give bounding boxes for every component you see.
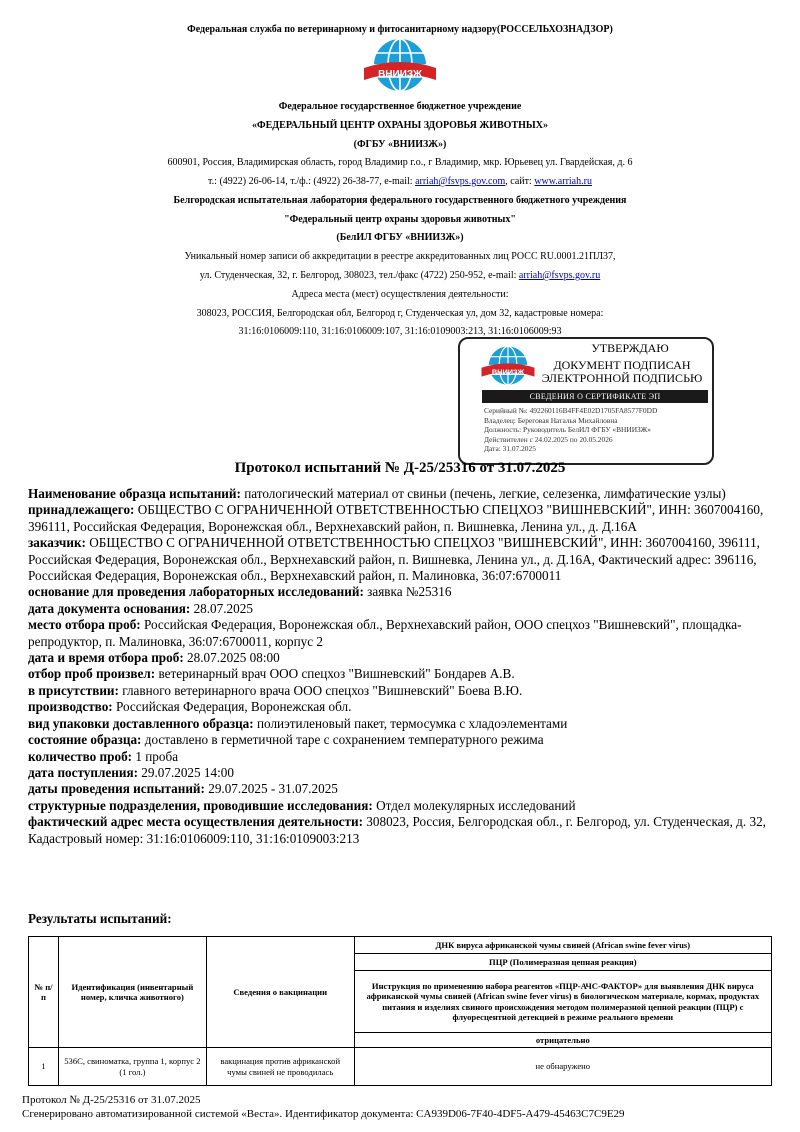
contacts-site-label: , сайт: xyxy=(505,176,535,187)
field-value: 29.07.2025 - 31.07.2025 xyxy=(208,781,338,797)
lab-email-link[interactable]: arriah@fsvps.gov.ru xyxy=(518,270,601,281)
stamp-approve: УТВЕРЖДАЮ xyxy=(591,341,669,355)
stamp-date: Дата: 31.07.2025 xyxy=(484,444,536,454)
institution-contacts xyxy=(0,176,800,188)
field-value: 1 проба xyxy=(135,748,179,764)
field-basis xyxy=(28,584,773,600)
field-sampled-by xyxy=(28,666,773,682)
lab-short-name: (БелИЛ ФГБУ «ВНИИЗЖ») xyxy=(336,232,464,243)
field-label: производство: xyxy=(28,699,113,715)
field-value: Российская Федерация, Воронежская обл. xyxy=(116,699,352,715)
institution-address: 600901, Россия, Владимирская область, город Владимир г.о., г Владимир, мкр. Юрьевец ул. Гвардейская, д. 6 xyxy=(167,157,633,168)
field-packaging xyxy=(28,716,773,732)
accreditation-info: Уникальный номер записи об аккредитации в реестре аккредитованных лиц РОСС RU.0001.21ПЛ37, xyxy=(184,251,616,262)
field-sampling-datetime xyxy=(28,650,773,666)
field-label: место отбора проб: xyxy=(28,617,141,633)
email-link[interactable]: arriah@fsvps.gov.com xyxy=(415,176,506,187)
header-num: № п/п xyxy=(29,937,59,1048)
stamp-cert-details xyxy=(484,406,657,454)
header-instruction: Инструкция по применению набора реагентов «ПЦР-АЧС-ФАКТОР» для выявления ДНК вируса африканской чумы свиней (African swine fever virus) в биологическом материале, кормах, продуктах питания и изделиях свиного происхождения методом полимеразной цепной реакции (ПЦР) с флуоресцентной детекцией в режиме реального времени xyxy=(354,971,771,1033)
lab-name-line-1: Белгородская испытательная лаборатория федерального государственного бюджетного учреждения xyxy=(173,195,627,206)
field-value: полиэтиленовый пакет, термосумка с хладоэлементами xyxy=(256,715,568,731)
field-owner xyxy=(28,502,773,535)
field-in-presence xyxy=(28,683,773,699)
table-row xyxy=(29,1048,772,1086)
field-label: вид упаковки доставленного образца: xyxy=(28,715,254,731)
field-label: основание для проведения лабораторных исследований: xyxy=(28,584,364,600)
header-method: ПЦР (Полимеразная цепная реакция) xyxy=(354,954,771,971)
svg-text:ВНИИЗЖ: ВНИИЗЖ xyxy=(491,367,525,377)
field-label: структурные подразделения, проводившие исследования: xyxy=(28,797,373,813)
header-identification: Идентификация (инвентарный номер, кличка животного) xyxy=(58,937,206,1048)
footer-protocol: Протокол № Д-25/25316 от 31.07.2025 xyxy=(22,1094,201,1106)
field-production xyxy=(28,699,773,715)
vniizzh-logo-icon xyxy=(362,38,438,96)
website-link[interactable]: www.arriah.ru xyxy=(534,176,592,187)
stamp-signed-line-1: ДОКУМЕНТ ПОДПИСАН xyxy=(553,358,691,372)
header-indicator: ДНК вируса африканской чумы свиней (African swine fever virus) xyxy=(354,937,771,954)
field-label: фактический адрес места осуществления деятельности: xyxy=(28,814,363,830)
field-label: дата и время отбора проб: xyxy=(28,650,184,666)
field-sample-count xyxy=(28,749,773,765)
lab-name-line-2: "Федеральный центр охраны здоровья животных" xyxy=(284,214,516,225)
field-label: в присутствии: xyxy=(28,682,119,698)
institution-short-name: (ФГБУ «ВНИИЗЖ») xyxy=(353,139,447,150)
field-value: ветеринарный врач ООО спецхоз "Вишневский" Бондарев А.В. xyxy=(158,666,515,682)
institution-type: Федеральное государственное бюджетное учреждение xyxy=(278,101,522,112)
field-value: патологический материал от свиньи (печень, легкие, селезенка, лимфатические узлы) xyxy=(244,486,726,501)
field-label: заказчик: xyxy=(28,535,86,551)
field-label: количество проб: xyxy=(28,748,133,764)
row-vaccination: вакцинация против африканской чумы свиней не проводилась xyxy=(206,1048,354,1086)
stamp-signed-line-2: ЭЛЕКТРОННОЙ ПОДПИСЬЮ xyxy=(541,371,703,385)
field-value: 29.07.2025 14:00 xyxy=(141,764,234,780)
cadastral-numbers: 31:16:0106009:110, 31:16:0106009:107, 31:16:0109003:213, 31:16:0106009:93 xyxy=(238,326,562,337)
field-value: доставлено в герметичной таре с сохранением температурного режима xyxy=(144,732,544,748)
stamp-position: Должность: Руководитель БелИЛ ФГБУ «ВНИИЗЖ» xyxy=(484,425,651,435)
field-value: ОБЩЕСТВО С ОГРАНИЧЕННОЙ ОТВЕТСТВЕННОСТЬЮ СПЕЦХОЗ "ВИШНЕВСКИЙ", ИНН: 3607004160, 396111, Российская Федерация, Воронежская обл., Верхнехавский район, п. Вишневка, Ленина ул., д. Д.16А, Фактический адрес: 396116, Российская Федерация, Воронежская обл., Верхнехавский район, п. Малиновка, 36:07:6700011 xyxy=(28,535,760,584)
lab-address-text: ул. Студенческая, 32, г. Белгород, 308023, тел./факс (4722) 250-952, e-mail: xyxy=(199,270,519,281)
field-value: главного ветеринарного врача ООО спецхоз "Вишневский" Боева В.Ю. xyxy=(122,682,523,698)
stamp-cert-bar: СВЕДЕНИЯ О СЕРТИФИКАТЕ ЭП xyxy=(482,390,708,403)
institution-name: «ФЕДЕРАЛЬНЫЙ ЦЕНТР ОХРАНЫ ЗДОРОВЬЯ ЖИВОТНЫХ» xyxy=(252,120,548,131)
field-test-dates xyxy=(28,781,773,797)
field-value: 28.07.2025 xyxy=(193,600,253,616)
results-heading: Результаты испытаний: xyxy=(28,911,172,926)
contacts-text: т.: (4922) 26-06-14, т./ф.: (4922) 26-38-77, e-mail: xyxy=(208,176,416,187)
field-label: даты проведения испытаний: xyxy=(28,781,205,797)
field-received-date xyxy=(28,765,773,781)
field-value: Российская Федерация, Воронежская обл., Верхнехавский район, ООО спецхоз "Вишневский", площадка-репродуктор, п. Малиновка, 36:07:6700011, корпус 2 xyxy=(28,617,742,649)
field-label: дата документа основания: xyxy=(28,600,191,616)
field-value: ОБЩЕСТВО С ОГРАНИЧЕННОЙ ОТВЕТСТВЕННОСТЬЮ СПЕЦХОЗ "ВИШНЕВСКИЙ", ИНН: 3607004160, 396111, Российская Федерация, Воронежская обл., Верхнехавский район, п. Вишневка, Ленина ул., д. Д.16А xyxy=(28,502,764,534)
row-num: 1 xyxy=(29,1048,59,1086)
field-label: состояние образца: xyxy=(28,732,142,748)
field-sampling-place xyxy=(28,617,773,650)
signature-stamp xyxy=(458,337,714,465)
row-identification: 536С, свиноматка, группа 1, корпус 2 (1 гол.) xyxy=(58,1048,206,1086)
footer-generated: Сгенерировано автоматизированной системой «Веста». Идентификатор документа: CA939D06-7F40-4DF5-A479-45463C7C9E29 xyxy=(22,1108,625,1120)
field-departments xyxy=(28,798,773,814)
field-value: 28.07.2025 08:00 xyxy=(187,650,280,666)
stamp-validity: Действителен с 24.02.2025 по 20.05.2026 xyxy=(484,434,613,444)
header-norm: отрицательно xyxy=(354,1033,771,1048)
stamp-serial: Серийный №: 492260116B4FF4E02D1705FA8577F0DD xyxy=(484,406,658,415)
field-label: принадлежащего: xyxy=(28,502,135,518)
field-label: дата поступления: xyxy=(28,764,138,780)
field-customer xyxy=(28,535,773,584)
field-value: заявка №25316 xyxy=(367,584,452,600)
row-result: не обнаружено xyxy=(354,1048,771,1086)
protocol-title: Протокол испытаний № Д-25/25316 от 31.07.2025 xyxy=(234,460,566,476)
field-value: Отдел молекулярных исследований xyxy=(376,797,576,813)
stamp-owner: Владелец: Береговая Наталья Михайловна xyxy=(484,415,618,425)
field-activity-address xyxy=(28,814,773,847)
field-condition xyxy=(28,732,773,748)
field-sample-name xyxy=(28,486,773,502)
field-label: отбор проб произвел: xyxy=(28,666,156,682)
stamp-signed xyxy=(534,359,710,385)
results-table xyxy=(28,936,772,1086)
activity-label: Адреса места (мест) осуществления деятельности: xyxy=(291,289,509,300)
lab-address xyxy=(0,270,800,282)
agency-name: Федеральная служба по ветеринарному и фитосанитарному надзору(РОССЕЛЬХОЗНАДЗОР) xyxy=(187,24,613,35)
field-label: Наименование образца испытаний: xyxy=(28,486,241,501)
stamp-logo-icon xyxy=(480,345,536,389)
header-vaccination: Сведения о вакцинации xyxy=(206,937,354,1048)
sample-info xyxy=(28,486,773,847)
field-value: 308023, Россия, Белгородская обл., г. Белгород, ул. Студенческая, д. 32, Кадастровый номер: 31:16:0106009:110, 31:16:0109003:213 xyxy=(28,814,766,846)
svg-text:ВНИИЗЖ: ВНИИЗЖ xyxy=(378,69,422,80)
activity-address: 308023, РОССИЯ, Белгородская обл, Белгород г, Студенческая ул, дом 32, кадастровые номера: xyxy=(196,308,604,319)
field-basis-date xyxy=(28,601,773,617)
